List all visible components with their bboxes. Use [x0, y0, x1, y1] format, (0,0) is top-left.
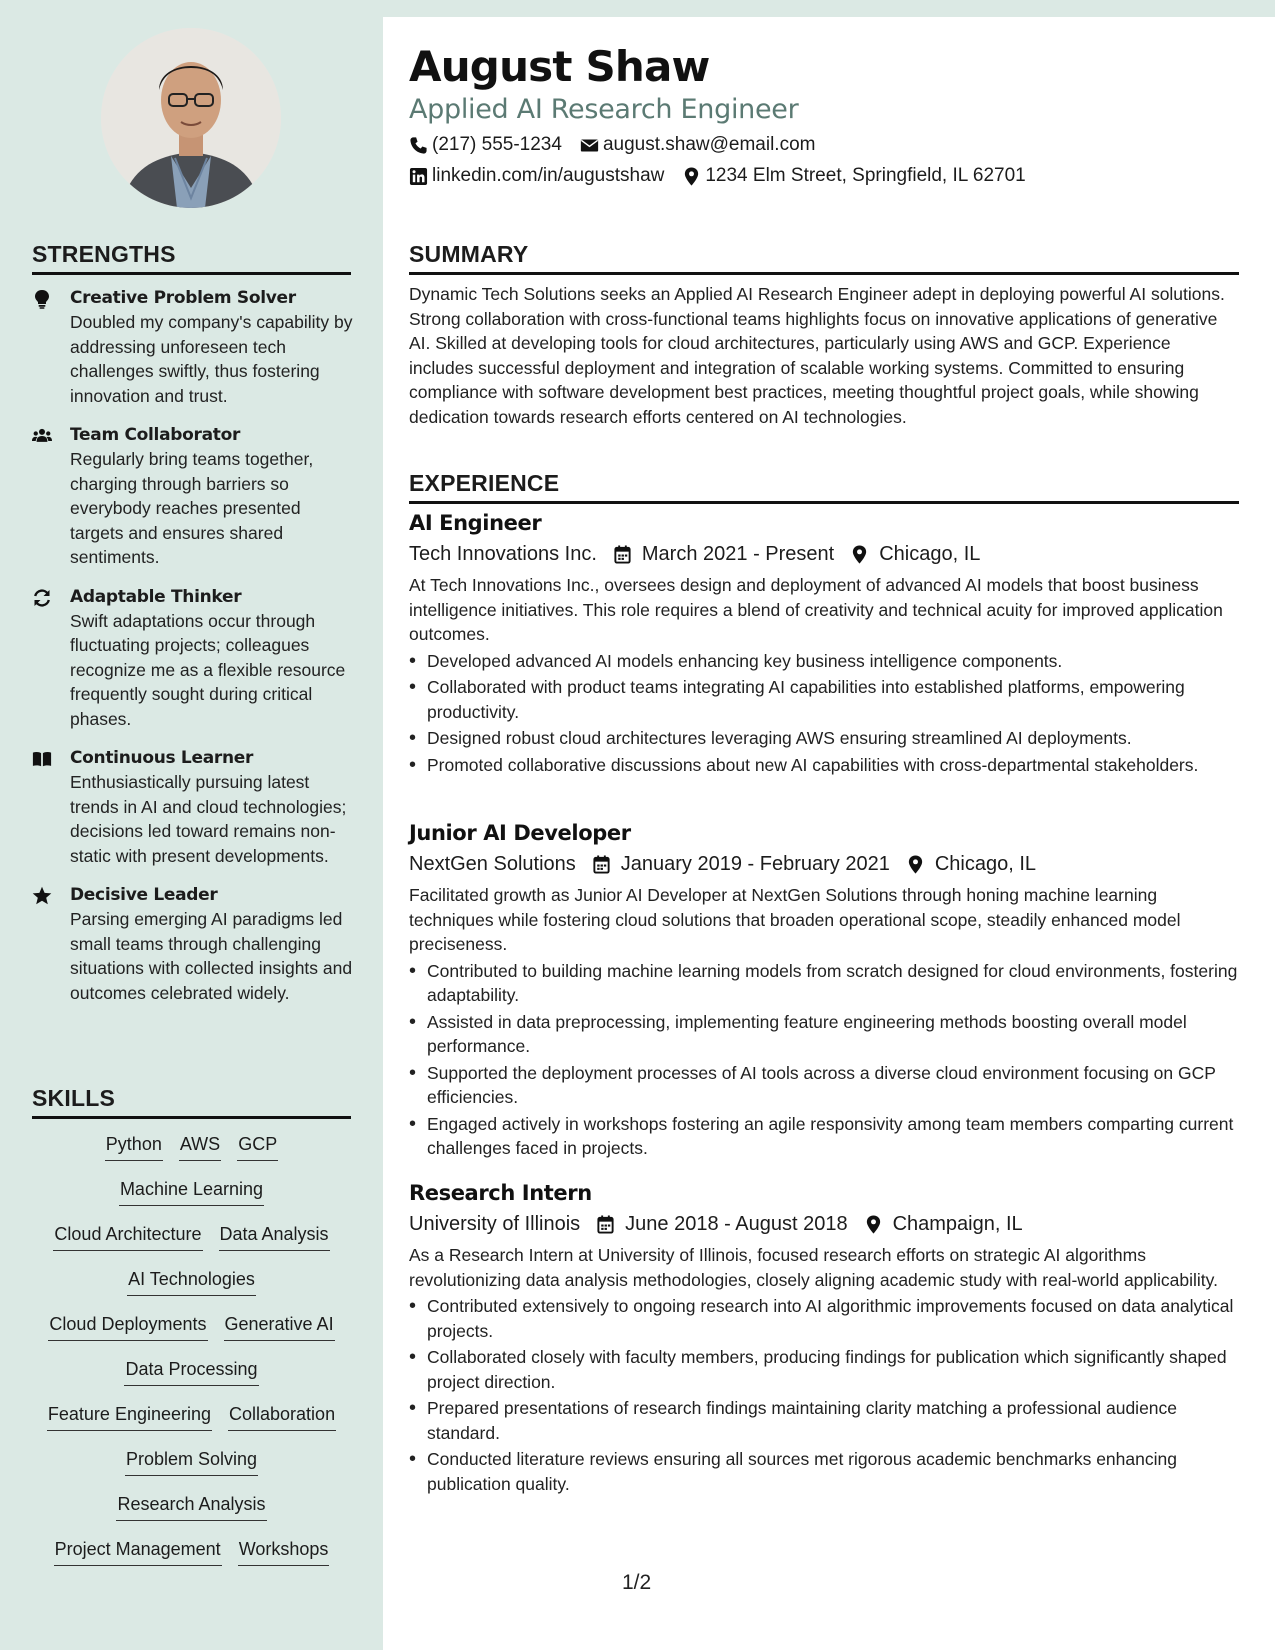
- strength-description: Doubled my company's capability by addressing unforeseen tech challenges swiftly, thus fostering innovation and trust.: [70, 312, 353, 406]
- strength-item: [32, 883, 354, 1005]
- skill-row: [32, 1221, 351, 1266]
- skill-tag: Feature Engineering: [47, 1401, 212, 1431]
- job-location: [850, 538, 980, 570]
- strength-title: Team Collaborator: [70, 425, 241, 445]
- skill-tag: Generative AI: [224, 1311, 335, 1341]
- skill-row: [32, 1356, 351, 1401]
- skill-row: [32, 1401, 351, 1446]
- skill-tag: GCP: [237, 1131, 278, 1161]
- strength-description: Enthusiastically pursuing latest trends in AI and cloud technologies; decisions led toward remains non-static with present developments.: [70, 772, 347, 866]
- position-title: Research Intern: [409, 1181, 592, 1205]
- location-text: Chicago, IL: [934, 853, 1036, 875]
- position-meta: [409, 538, 1239, 570]
- contact-line-1: [409, 134, 833, 156]
- skill-tag: Research Analysis: [116, 1491, 266, 1521]
- experience-entry: [409, 1178, 1239, 1498]
- achievement-bullet: • Contributed extensively to ongoing research into AI algorithmic improvements focused on data analytical projects.: [409, 1294, 1239, 1343]
- achievement-bullet: • Contributed to building machine learning models from scratch designed for cloud environments, fostering adaptability.: [409, 959, 1239, 1008]
- strength-description: Regularly bring teams together, charging through barriers so everybody reaches presented targets and ensures shared sentiments.: [70, 449, 314, 567]
- skill-tag: Machine Learning: [119, 1176, 264, 1206]
- skill-tag: Problem Solving: [125, 1446, 258, 1476]
- sidebar: [0, 0, 383, 1650]
- profile-photo: [101, 28, 281, 208]
- address-text: 1234 Elm Street, Springfield, IL 62701: [705, 165, 1026, 186]
- skill-row: [32, 1491, 351, 1536]
- strengths-heading: STRENGTHS: [32, 241, 351, 275]
- linkedin-url[interactable]: linkedin.com/in/augustshaw: [432, 165, 665, 186]
- location-pin-icon: [682, 167, 701, 186]
- skill-row: [32, 1176, 351, 1221]
- location-text: Champaign, IL: [892, 1213, 1023, 1235]
- position-meta: [409, 1208, 1239, 1240]
- achievement-list: [409, 959, 1239, 1161]
- achievement-bullet: • Prepared presentations of research findings maintaining clarity matching a professional audience standard.: [409, 1396, 1239, 1445]
- achievement-bullet: • Collaborated with product teams integrating AI capabilities into established platforms, empowering productivity.: [409, 675, 1239, 724]
- envelope-icon: [580, 136, 599, 155]
- skill-tag: AI Technologies: [127, 1266, 256, 1296]
- experience-heading: EXPERIENCE: [409, 470, 1239, 504]
- sync-icon: [32, 585, 70, 732]
- achievement-bullet: • Assisted in data preprocessing, implementing feature engineering methods boosting overall model performance.: [409, 1010, 1239, 1059]
- achievement-bullet: • Developed advanced AI models enhancing key business intelligence components.: [409, 649, 1239, 674]
- skill-tag: Project Management: [54, 1536, 222, 1566]
- position-meta: [409, 848, 1239, 880]
- position-description: Facilitated growth as Junior AI Developer at NextGen Solutions through honing machine learning techniques while fostering cloud solutions that broaden operational scope, steadily enhanced model preciseness.: [409, 885, 1181, 954]
- skill-tag: Cloud Architecture: [53, 1221, 202, 1251]
- email-contact: [580, 134, 816, 156]
- linkedin-icon: [409, 167, 428, 186]
- calendar-icon: [592, 855, 611, 874]
- skill-tag: AWS: [179, 1131, 221, 1161]
- candidate-name: August Shaw: [409, 42, 710, 91]
- date-range: [613, 538, 834, 570]
- skill-row: [32, 1446, 351, 1491]
- job-title-headline: Applied AI Research Engineer: [409, 94, 799, 125]
- strength-title: Decisive Leader: [70, 885, 218, 905]
- strength-item: [32, 423, 354, 570]
- skill-row: [32, 1131, 351, 1176]
- phone-contact: [409, 134, 562, 156]
- skill-row: [32, 1266, 351, 1311]
- job-location: [864, 1208, 1023, 1240]
- position-title: Junior AI Developer: [409, 821, 631, 845]
- location-pin-icon: [850, 545, 869, 564]
- achievement-bullet: • Designed robust cloud architectures leveraging AWS ensuring streamlined AI deployments.: [409, 726, 1239, 751]
- experience-entry: [409, 818, 1239, 1163]
- linkedin-contact: [409, 165, 664, 187]
- date-range: [592, 848, 890, 880]
- strengths-list: [32, 286, 354, 1020]
- date-range: [596, 1208, 847, 1240]
- address-contact: [682, 165, 1025, 187]
- location-pin-icon: [906, 855, 925, 874]
- strength-description: Parsing emerging AI paradigms led small teams through challenging situations with collected insights and outcomes celebrated widely.: [70, 909, 353, 1003]
- achievement-list: [409, 1294, 1239, 1496]
- skill-tag: Cloud Deployments: [48, 1311, 207, 1341]
- skill-row: [32, 1311, 351, 1356]
- company-name: University of Illinois: [409, 1213, 581, 1235]
- skill-tag: Workshops: [238, 1536, 330, 1566]
- strength-title: Creative Problem Solver: [70, 288, 296, 308]
- skills-heading: SKILLS: [32, 1085, 351, 1119]
- skill-tag: Collaboration: [228, 1401, 336, 1431]
- date-text: January 2019 - February 2021: [620, 853, 890, 875]
- users-icon: [32, 423, 70, 570]
- location-text: Chicago, IL: [879, 543, 981, 565]
- book-icon: [32, 746, 70, 868]
- calendar-icon: [596, 1215, 615, 1234]
- date-text: March 2021 - Present: [641, 543, 835, 565]
- position-title: AI Engineer: [409, 511, 542, 535]
- company-name: NextGen Solutions: [409, 853, 576, 875]
- achievement-bullet: • Collaborated closely with faculty members, producing findings for publication which significantly shaped project direction.: [409, 1345, 1239, 1394]
- job-location: [906, 848, 1036, 880]
- summary-text: Dynamic Tech Solutions seeks an Applied AI Research Engineer adept in deploying powerful AI solutions. Strong collaboration with cross-functional teams highlights focus on innovative applications of generative AI. Skilled at developing tools for cloud architectures, particularly using AWS and GCP. Experience includes successful deployment and integration of scalable working systems. Committed to ensuring compliance with software development best practices, meeting thoughtful project goals, while showing dedication towards research efforts centered on AI technologies.: [409, 284, 1225, 427]
- position-description: As a Research Intern at University of Illinois, focused research efforts on strategic AI algorithms revolutionizing data analysis methodologies, closely aligning academic study with real-world applicability.: [409, 1245, 1218, 1290]
- phone-number: (217) 555-1234: [432, 134, 562, 155]
- achievement-bullet: • Conducted literature reviews ensuring all sources met rigorous academic benchmarks enhancing publication quality.: [409, 1447, 1239, 1496]
- company-name: Tech Innovations Inc.: [409, 543, 597, 565]
- phone-icon: [409, 136, 428, 155]
- lightbulb-icon: [32, 286, 70, 408]
- page-number: 1/2: [622, 1571, 652, 1594]
- skill-row: [32, 1536, 351, 1581]
- star-icon: [32, 883, 70, 1005]
- achievement-bullet: • Promoted collaborative discussions about new AI capabilities with cross-departmental stakeholders.: [409, 753, 1239, 778]
- skill-tag: Data Processing: [124, 1356, 258, 1386]
- skills-list: [32, 1131, 351, 1581]
- strength-item: [32, 286, 354, 408]
- contact-line-2: [409, 165, 1044, 187]
- email-address: august.shaw@email.com: [602, 134, 816, 155]
- skill-tag: Data Analysis: [219, 1221, 330, 1251]
- summary-heading: SUMMARY: [409, 241, 1239, 275]
- experience-entry: [409, 508, 1239, 779]
- skill-tag: Python: [105, 1131, 163, 1161]
- position-description: At Tech Innovations Inc., oversees design and deployment of advanced AI models that boost business intelligence initiatives. This role requires a blend of creativity and technical acuity for improved application outcomes.: [409, 575, 1223, 644]
- location-pin-icon: [864, 1215, 883, 1234]
- achievement-bullet: • Supported the deployment processes of AI tools across a diverse cloud environment focusing on GCP efficiencies.: [409, 1061, 1239, 1110]
- calendar-icon: [613, 545, 632, 564]
- strength-title: Adaptable Thinker: [70, 586, 242, 607]
- date-text: June 2018 - August 2018: [625, 1213, 848, 1235]
- strength-item: [32, 585, 354, 732]
- strength-title: Continuous Learner: [70, 748, 254, 768]
- achievement-bullet: • Engaged actively in workshops fostering an agile responsivity among team members comparting current challenges faced in projects.: [409, 1112, 1239, 1161]
- strength-description: Swift adaptations occur through fluctuating projects; colleagues recognize me as a flexible resource frequently sought during critical phases.: [70, 610, 346, 729]
- strength-item: [32, 746, 354, 868]
- achievement-list: [409, 649, 1239, 778]
